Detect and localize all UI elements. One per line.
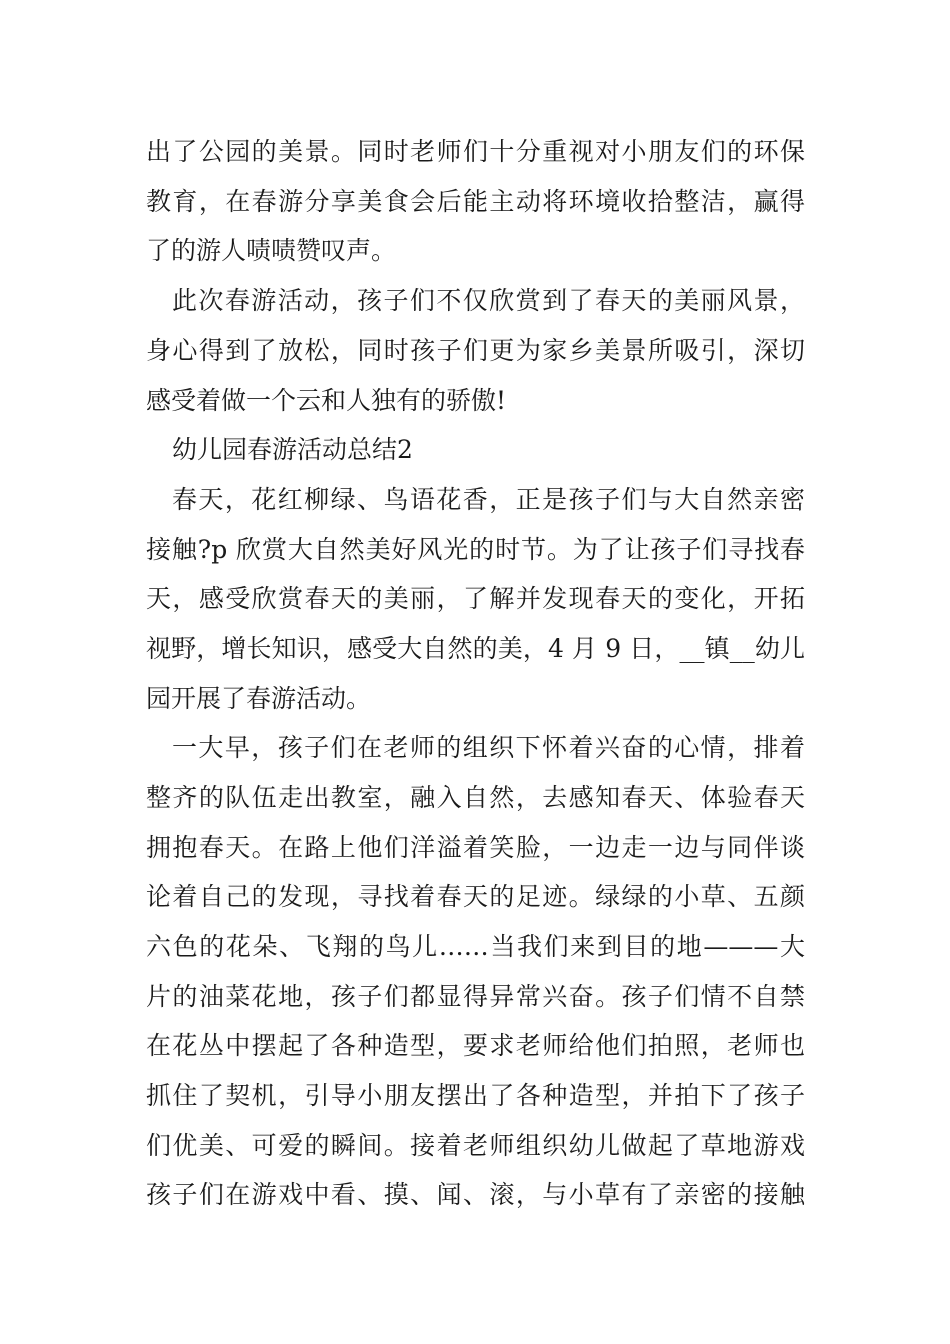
text-line: 天，感受欣赏春天的美丽，了解并发现春天的变化，开拓 — [146, 584, 805, 613]
text-line: 感受着做一个云和人独有的骄傲! — [146, 386, 507, 415]
text-line: 教育，在春游分享美食会后能主动将环境收拾整洁，赢得 — [146, 187, 805, 216]
text-line: 在花丛中摆起了各种造型，要求老师给他们拍照，老师也 — [146, 1031, 805, 1060]
text-line: 们优美、可爱的瞬间。接着老师组织幼儿做起了草地游戏 — [146, 1131, 805, 1160]
paragraph-start-line: 此次春游活动，孩子们不仅欣赏到了春天的美丽风景， — [172, 286, 805, 315]
text-line: 抓住了契机，引导小朋友摆出了各种造型，并拍下了孩子 — [146, 1081, 805, 1110]
paragraph-start-line: 一大早，孩子们在老师的组织下怀着兴奋的心情，排着 — [172, 733, 805, 762]
text-line: 园开展了春游活动。 — [146, 684, 372, 713]
text-line: 片的油菜花地，孩子们都显得异常兴奋。孩子们情不自禁 — [146, 982, 805, 1011]
text-line: 了的游人啧啧赞叹声。 — [146, 236, 397, 265]
text-line: 拥抱春天。在路上他们洋溢着笑脸，一边走一边与同伴谈 — [146, 833, 805, 862]
section-heading: 幼儿园春游活动总结2 — [172, 435, 413, 464]
text-line: 整齐的队伍走出教室，融入自然，去感知春天、体验春天 — [146, 783, 805, 812]
text-line: 接触?p 欣赏大自然美好风光的时节。为了让孩子们寻找春 — [146, 535, 805, 564]
text-line: 视野，增长知识，感受大自然的美，4 月 9 日，__镇__幼儿 — [146, 634, 805, 663]
text-line: 六色的花朵、飞翔的鸟儿……当我们来到目的地———大 — [146, 932, 805, 961]
text-line: 出了公园的美景。同时老师们十分重视对小朋友们的环保 — [146, 137, 805, 166]
text-line: 身心得到了放松，同时孩子们更为家乡美景所吸引，深切 — [146, 336, 805, 365]
paragraph-start-line: 春天，花红柳绿、鸟语花香，正是孩子们与大自然亲密 — [172, 485, 805, 514]
text-line: 孩子们在游戏中看、摸、闻、滚，与小草有了亲密的接触 — [146, 1180, 805, 1209]
text-line: 论着自己的发现，寻找着春天的足迹。绿绿的小草、五颜 — [146, 882, 805, 911]
